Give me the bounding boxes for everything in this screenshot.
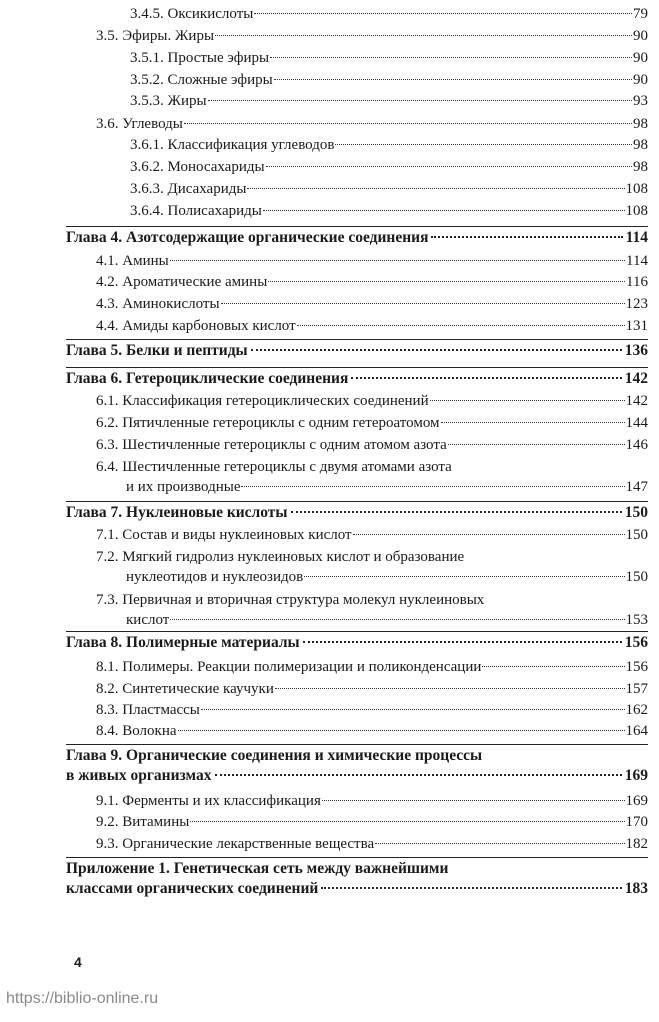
toc-page-number: 164	[625, 723, 648, 739]
toc-entry-title: 4.4. Амиды карбоновых кислот	[96, 318, 296, 334]
toc-page-number: 136	[624, 342, 648, 359]
toc-entry-title: 7.2. Мягкий гидролиз нуклеиновых кислот и образование	[96, 549, 465, 565]
dot-leader	[215, 35, 632, 36]
dot-leader	[441, 422, 625, 423]
toc-page-number: 98	[633, 116, 648, 132]
toc-entry	[96, 27, 648, 47]
toc-entry	[96, 658, 648, 678]
toc-entry	[96, 392, 648, 412]
toc-entry-title: Глава 4. Азотсодержащие органические соединения	[66, 229, 429, 246]
toc-page-number: 169	[624, 767, 648, 784]
toc-entry-title: 6.2. Пятичленные гетероциклы с одним гетероатомом	[96, 415, 440, 431]
dot-leader	[190, 821, 624, 822]
toc-page-number: 150	[625, 527, 648, 543]
chapter-divider	[66, 744, 648, 745]
toc-page-number: 157	[625, 681, 648, 697]
dot-leader	[184, 123, 632, 124]
dot-leader	[263, 210, 625, 211]
toc-entry	[96, 295, 648, 315]
toc-page-number: 93	[633, 93, 648, 109]
toc-entry	[130, 49, 648, 69]
toc-page-number: 114	[625, 229, 648, 246]
toc-entry	[130, 5, 648, 25]
toc-entry-title: Приложение 1. Генетическая сеть между важнейшими	[66, 860, 449, 877]
dot-leader	[254, 13, 632, 14]
toc-page-number: 182	[625, 836, 648, 852]
toc-entry-title: 8.4. Волокна	[96, 723, 177, 739]
toc-chapter-entry	[66, 369, 648, 389]
toc-entry	[96, 701, 648, 721]
toc-page-number: 150	[625, 569, 648, 585]
dot-leader	[303, 641, 622, 643]
toc-page-number: 114	[626, 253, 648, 269]
toc-entry	[96, 273, 648, 293]
toc-entry	[130, 180, 648, 200]
toc-entry	[130, 158, 648, 178]
toc-entry	[96, 526, 648, 546]
toc-entry-title: 9.2. Витамины	[96, 814, 190, 830]
toc-entry	[130, 202, 648, 222]
toc-page-number: 156	[624, 634, 648, 651]
dot-leader	[170, 260, 625, 261]
toc-entry	[96, 548, 648, 588]
toc-page-number: 98	[633, 159, 648, 175]
toc-page-number: 150	[624, 504, 648, 521]
toc-entry	[130, 136, 648, 156]
toc-entry	[96, 591, 648, 631]
toc-entry-title: 3.6. Углеводы	[96, 116, 183, 132]
chapter-divider	[66, 857, 648, 858]
dot-leader	[266, 166, 632, 167]
toc-page-number: 90	[633, 72, 648, 88]
dot-leader	[321, 887, 621, 889]
toc-entry-title: 4.2. Ароматические амины	[96, 274, 268, 290]
dot-leader	[201, 709, 625, 710]
toc-page-number: 146	[625, 437, 648, 453]
dot-leader	[274, 79, 632, 80]
toc-entry-title: Глава 8. Полимерные материалы	[66, 634, 300, 651]
toc-entry	[96, 835, 648, 855]
toc-page-number: 142	[625, 393, 648, 409]
toc-page-number: 162	[625, 702, 648, 718]
dot-leader	[247, 188, 624, 189]
toc-entry-title: 4.1. Амины	[96, 253, 169, 269]
dot-leader	[335, 144, 632, 145]
toc-entry-title: 8.2. Синтетические каучуки	[96, 681, 274, 697]
toc-entry-title: 6.3. Шестичленные гетероциклы с одним атомом азота	[96, 437, 447, 453]
toc-entry	[96, 115, 648, 135]
toc-page-number: 98	[633, 137, 648, 153]
toc-entry	[96, 680, 648, 700]
toc-entry-title: 4.3. Аминокислоты	[96, 296, 220, 312]
chapter-divider	[66, 339, 648, 340]
toc-entry-title: 3.5. Эфиры. Жиры	[96, 28, 215, 44]
toc-page-number: 79	[633, 6, 648, 22]
toc-page-number: 116	[626, 274, 648, 290]
chapter-divider	[66, 501, 648, 502]
toc-entry-title: 8.1. Полимеры. Реакции полимеризации и поликонденсации	[96, 659, 482, 675]
chapter-divider	[66, 631, 648, 632]
toc-entry	[96, 722, 648, 742]
toc-entry-title: классами органических соединений	[66, 880, 319, 897]
toc-entry	[96, 317, 648, 337]
toc-page-number: 108	[625, 203, 648, 219]
toc-page-number: 170	[625, 814, 648, 830]
toc-chapter-entry	[66, 228, 648, 248]
dot-leader	[241, 486, 624, 487]
toc-entry-title: Глава 9. Органические соединения и химические процессы	[66, 747, 483, 764]
toc-entry-title: 6.4. Шестичленные гетероциклы с двумя атомами азота	[96, 459, 452, 475]
toc-entry-title: 7.1. Состав и виды нуклеиновых кислот	[96, 527, 352, 543]
toc-entry-title: 3.6.3. Дисахариды	[130, 181, 247, 197]
dot-leader	[178, 730, 625, 731]
dot-leader	[251, 349, 622, 351]
toc-page-number: 147	[625, 479, 648, 495]
toc-entry-title: 9.3. Органические лекарственные вещества	[96, 836, 375, 852]
page-number: 4	[74, 954, 82, 970]
toc-entry-title: и их производные	[126, 479, 241, 495]
toc-entry-title: 8.3. Пластмассы	[96, 702, 200, 718]
toc-entry-title: Глава 7. Нуклеиновые кислоты	[66, 504, 288, 521]
toc-chapter-entry	[66, 859, 648, 899]
toc-chapter-entry	[66, 503, 648, 523]
toc-entry	[96, 252, 648, 272]
dot-leader	[297, 325, 625, 326]
toc-page-number: 108	[625, 181, 648, 197]
dot-leader	[430, 400, 625, 401]
toc-entry-title: 3.6.2. Моносахариды	[130, 159, 265, 175]
toc-chapter-entry	[66, 633, 648, 653]
chapter-divider	[66, 226, 648, 227]
dot-leader	[170, 619, 624, 620]
chapter-divider	[66, 367, 648, 368]
dot-leader	[304, 576, 624, 577]
toc-chapter-entry	[66, 746, 648, 786]
dot-leader	[448, 444, 625, 445]
toc-entry-title: 3.6.4. Полисахариды	[130, 203, 262, 219]
toc-entry	[96, 813, 648, 833]
toc-page-number: 90	[633, 50, 648, 66]
dot-leader	[270, 57, 632, 58]
toc-page-number: 169	[625, 793, 648, 809]
toc-page-number: 144	[625, 415, 648, 431]
toc-page-number: 142	[624, 370, 648, 387]
toc-entry-title: 3.5.3. Жиры	[130, 93, 207, 109]
toc-page-number: 123	[625, 296, 648, 312]
dot-leader	[482, 666, 624, 667]
toc-entry-title: 3.6.1. Классификация углеводов	[130, 137, 335, 153]
toc-entry	[130, 71, 648, 91]
toc-entry-title: 3.5.1. Простые эфиры	[130, 50, 270, 66]
toc-entry	[130, 92, 648, 112]
toc-entry-title: в живых организмах	[66, 767, 212, 784]
toc-page-number: 153	[625, 612, 648, 628]
toc-entry-title: 9.1. Ферменты и их классификация	[96, 793, 321, 809]
dot-leader	[431, 236, 622, 238]
dot-leader	[275, 688, 625, 689]
toc-page-number: 183	[624, 880, 648, 897]
toc-chapter-entry	[66, 341, 648, 361]
toc-entry	[96, 458, 648, 498]
dot-leader	[375, 843, 624, 844]
toc-entry	[96, 414, 648, 434]
toc-entry-title: Глава 5. Белки и пептиды	[66, 342, 248, 359]
toc-entry-title: кислот	[126, 612, 170, 628]
watermark-url: https://biblio-online.ru	[6, 990, 159, 1007]
dot-leader	[353, 534, 625, 535]
toc-entry-title: нуклеотидов и нуклеозидов	[126, 569, 304, 585]
toc-entry-title: 7.3. Первичная и вторичная структура молекул нуклеиновых	[96, 592, 485, 608]
toc-page-number: 131	[625, 318, 648, 334]
toc-entry	[96, 792, 648, 812]
toc-entry-title: 3.5.2. Сложные эфиры	[130, 72, 273, 88]
dot-leader	[291, 511, 622, 513]
dot-leader	[208, 100, 632, 101]
dot-leader	[221, 303, 625, 304]
dot-leader	[351, 377, 621, 379]
dot-leader	[215, 774, 622, 776]
toc-entry-title: 6.1. Классификация гетероциклических соединений	[96, 393, 429, 409]
toc-entry	[96, 436, 648, 456]
toc-entry-title: 3.4.5. Оксикислоты	[130, 6, 254, 22]
toc-entry-title: Глава 6. Гетероциклические соединения	[66, 370, 349, 387]
dot-leader	[268, 281, 625, 282]
toc-page-number: 156	[625, 659, 648, 675]
toc-page-number: 90	[633, 28, 648, 44]
dot-leader	[322, 800, 625, 801]
